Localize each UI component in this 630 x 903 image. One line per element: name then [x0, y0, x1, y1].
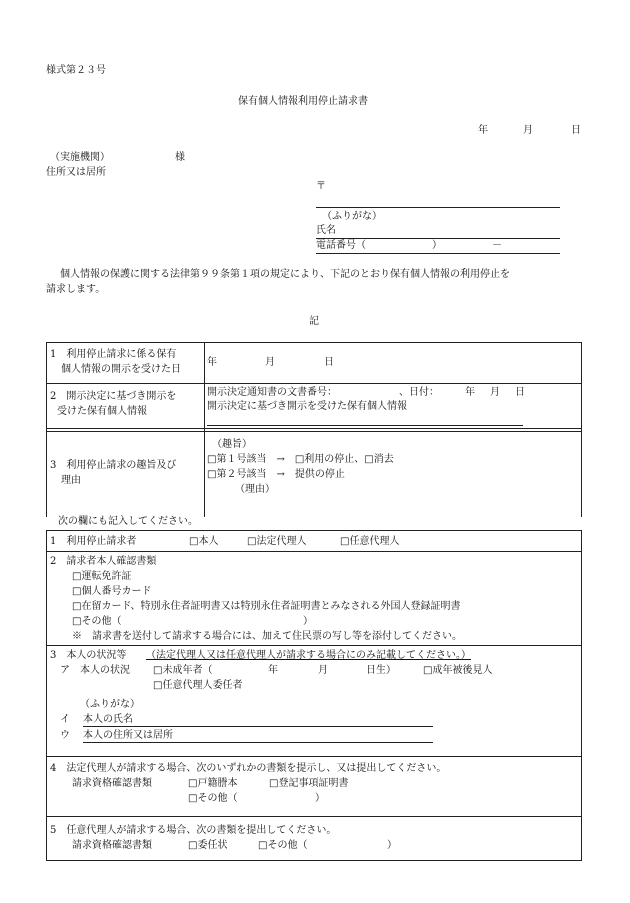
birth-month[interactable]: 月	[318, 665, 328, 676]
section-2-month[interactable]: 月	[490, 387, 500, 398]
drivers-license-option[interactable]: □運転免許証	[72, 571, 132, 582]
table-bottom-line	[46, 428, 582, 429]
principal-name-label: 本人の氏名	[83, 714, 133, 725]
birth-year[interactable]: 年	[268, 665, 278, 676]
phone-close: ）	[432, 240, 442, 251]
intro-line-2: 請求します。	[46, 284, 106, 295]
section-1-month[interactable]: 月	[265, 357, 275, 368]
request-details-table	[46, 342, 582, 517]
b5-docs-label: 請求資格確認書類	[72, 840, 152, 851]
b5-other-option[interactable]: □その他（	[258, 840, 308, 851]
ki-heading: 記	[309, 316, 319, 327]
disclosed-info-label: 開示決定に基づき開示を受けた保有個人情報	[207, 401, 407, 412]
b4-docs-label: 請求資格確認書類	[72, 778, 152, 789]
name-label: 氏名	[316, 225, 336, 236]
doc-number-label: 開示決定通知書の文書番号：	[207, 387, 337, 398]
birth-day[interactable]: 日生）	[366, 665, 396, 676]
form-title: 保有個人情報利用停止請求書	[238, 96, 368, 107]
section-2-label-line-1: 2 開示決定に基づき開示を	[50, 391, 177, 402]
section-1-day[interactable]: 日	[324, 357, 334, 368]
item-u-label: ウ	[60, 730, 70, 741]
item-i-label: イ	[60, 714, 70, 725]
residence-card-option[interactable]: □在留カード、特別永住者証明書又は特別永住者証明書とみなされる外国人登録証明書	[72, 601, 461, 612]
section-1-row	[47, 342, 581, 383]
mail-note: ※ 請求書を送付して請求する場合には、加えて住民票の写し等を添付してください。	[72, 631, 462, 642]
section-1-year[interactable]: 年	[207, 357, 217, 368]
b5-label: 5 任意代理人が請求する場合、次の書類を提出してください。	[50, 825, 337, 836]
b5-row	[47, 816, 581, 861]
disclosed-info-line[interactable]	[207, 425, 523, 426]
section-2-label-line-2: 受けた保有個人情報	[57, 406, 147, 417]
address-line[interactable]	[316, 207, 560, 208]
section-2-row	[47, 383, 581, 431]
family-register-option[interactable]: □戸籍謄本	[188, 778, 238, 789]
principal-address-label: 本人の住所又は居所	[83, 730, 173, 741]
adult-guardian-option[interactable]: □成年被後見人	[423, 665, 493, 676]
gist-label: （趣旨）	[212, 439, 252, 450]
date-year: 年	[478, 125, 488, 136]
postal-mark: 〒	[316, 181, 326, 192]
b2-label: 2 請求者本人確認書類	[50, 556, 157, 567]
reason-label: （理由）	[235, 484, 275, 495]
b2-row	[47, 551, 581, 645]
address-label: 住所又は居所	[46, 167, 106, 178]
principal-address-line[interactable]	[83, 742, 433, 743]
item-1-option[interactable]: □第１号該当 → □利用の停止、□消去	[207, 454, 394, 465]
section-2-label	[47, 384, 205, 431]
addressee-sama: 様	[175, 152, 185, 163]
section-2-day[interactable]: 日	[515, 387, 525, 398]
section-2-date-label: 、日付：	[399, 387, 439, 398]
other-id-option[interactable]: □その他（	[72, 616, 122, 627]
other-id-close: ）	[303, 616, 313, 627]
b1-label: 1 利用停止請求者	[50, 536, 137, 547]
section-3-label	[47, 432, 205, 517]
b4-label: 4 法定代理人が請求する場合、次のいずれかの書類を提示し、又は提出してください。	[50, 763, 447, 774]
b3-label: 3 本人の状況等	[50, 650, 127, 661]
mynumber-card-option[interactable]: □個人番号カード	[72, 586, 152, 597]
b4-row	[47, 756, 581, 816]
phone-label: 電話番号（	[316, 240, 366, 251]
self-option[interactable]: □本人	[189, 536, 219, 547]
minor-option[interactable]: □未成年者（	[153, 665, 213, 676]
section-2-year[interactable]: 年	[465, 387, 475, 398]
b1-row	[47, 530, 581, 551]
b3-label-note: （法定代理人又は任意代理人が請求する場合にのみ記載してください。）	[146, 650, 471, 661]
registry-certificate-option[interactable]: □登記事項証明書	[269, 778, 349, 789]
fill-note: 次の欄にも記入してください。	[58, 516, 198, 527]
requester-furigana: （ふりがな）	[322, 211, 382, 222]
date-day: 日	[571, 125, 581, 136]
addressee-org: （実施機関）	[50, 152, 110, 163]
section-1-label-line-1: 1 利用停止請求に係る保有	[50, 349, 177, 360]
requester-info-table	[46, 530, 582, 861]
section-3-row	[47, 431, 581, 517]
date-month: 月	[523, 125, 533, 136]
phone-dash: －	[492, 240, 502, 251]
b4-other-close: ）	[315, 793, 325, 804]
intro-line-1: 個人情報の保護に関する法律第９９条第１項の規定により、下記のとおり保有個人情報の利用停止を	[60, 269, 510, 280]
section-1-label	[47, 343, 205, 383]
section-1-label-line-2: 個人情報の開示を受けた日	[61, 364, 181, 375]
legal-agent-option[interactable]: □法定代理人	[247, 536, 307, 547]
section-3-label-line-2: 理由	[61, 475, 81, 486]
b3-row	[47, 645, 581, 756]
b4-other-option[interactable]: □その他（	[188, 793, 238, 804]
phone-line[interactable]	[316, 253, 560, 254]
principal-name-line[interactable]	[83, 726, 433, 727]
power-of-attorney-option[interactable]: □委任状	[188, 840, 228, 851]
delegate-option[interactable]: □任意代理人委任者	[153, 680, 243, 691]
voluntary-agent-option[interactable]: □任意代理人	[340, 536, 400, 547]
person-status-label: ア 本人の状況	[60, 665, 130, 676]
item-2-option[interactable]: □第２号該当 → 提供の停止	[207, 469, 345, 480]
section-3-label-line-1: 3 利用停止請求の趣旨及び	[50, 460, 177, 471]
b5-other-close: ）	[387, 840, 397, 851]
form-number: 様式第２３号	[46, 65, 106, 76]
principal-furigana: （ふりがな）	[80, 699, 140, 710]
